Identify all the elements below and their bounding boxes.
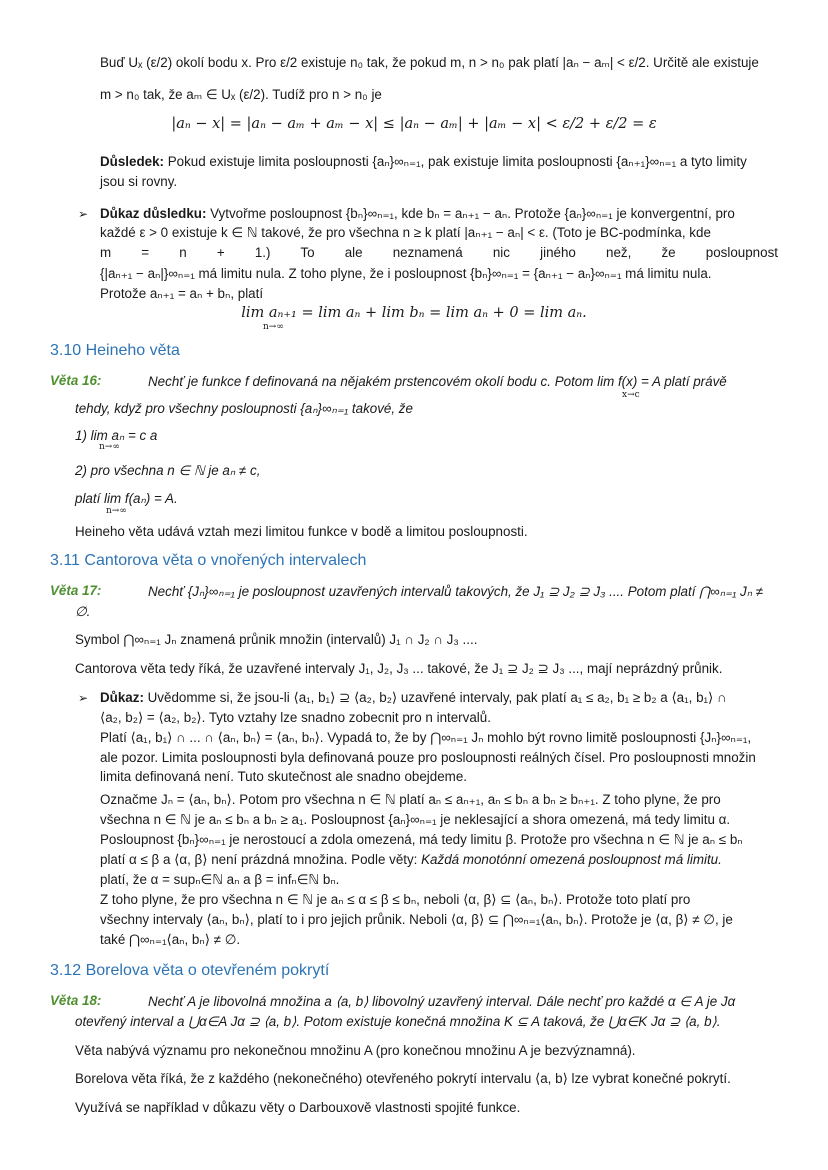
section-heading: 3.12 Borelova věta o otevřeném pokrytí <box>50 962 330 979</box>
theorem-label: Věta 18: <box>50 993 102 1008</box>
theorem-quote: Každá monotónní omezená posloupnost má limitu. <box>421 852 722 867</box>
paragraph-line: {|aₙ₊₁ − aₙ|}∞ₙ₌₁ má limitu nula. Z toho plyne, že i posloupnost {bₙ}∞ₙ₌₁ = {aₙ₊₁ − aₙ}∞ₙ₌₁ má limitu nula. <box>100 266 712 281</box>
theorem-label: Věta 16: <box>50 373 102 388</box>
paragraph-line: jsou si rovny. <box>100 174 178 189</box>
equation: |aₙ − x| = |aₙ − aₘ + aₘ − x| ≤ |aₙ − aₘ| + |aₘ − x| < ε/2 + ε/2 = ε <box>171 116 657 132</box>
limit-subscript: n→∞ <box>106 506 127 516</box>
paragraph-line: ale pozor. Limita posloupnosti byla definovaná pouze pro posloupnosti reálných čísel. Pro posloupnosti množin <box>100 750 756 765</box>
theorem-line: platí lim f(aₙ) = A. <box>75 491 178 506</box>
paragraph-line <box>100 851 722 869</box>
paragraph-line: m = n + 1.) To ale neznamená nic jiného než, že posloupnost <box>100 245 778 260</box>
paragraph-line: Označme Jₙ = ⟨aₙ, bₙ⟩. Potom pro všechna n ∈ ℕ platí aₙ ≤ aₙ₊₁, aₙ ≤ bₙ a bₙ ≥ bₙ₊₁. Z toho plyne, že pro <box>100 792 721 807</box>
paragraph-line: Platí ⟨a₁, b₁⟩ ∩ ... ∩ ⟨aₙ, bₙ⟩ = ⟨aₙ, bₙ⟩. Vypadá to, že by ⋂∞ₙ₌₁ Jₙ mohlo být rovno limitě posloupnosti {Jₙ}∞ₙ₌₁, <box>100 730 752 745</box>
paragraph-line: Posloupnost {bₙ}∞ₙ₌₁ je nerostoucí a zdola omezená, má tedy limitu β. Protože pro všechna n ∈ ℕ je aₙ ≤ bₙ <box>100 832 743 847</box>
dusledek-label: Důsledek: <box>100 154 164 169</box>
paragraph-line: všechny intervaly ⟨aₙ, bₙ⟩, platí to i pro jejich průnik. Neboli ⟨α, β⟩ ⊆ ⋂∞ₙ₌₁⟨aₙ, bₙ⟩. Protože je ⟨α, β⟩ ≠ ∅, je <box>100 912 733 927</box>
theorem-line: Nechť A je libovolná množina a ⟨a, b⟩ libovolný uzavřený interval. Dále nechť pro každé α ∈ A je Jα <box>148 994 736 1009</box>
arrowhead-bullet-icon: ➢ <box>78 207 89 221</box>
paragraph-line: Věta nabývá významu pro nekonečnou množinu A (pro konečnou množinu A je bezvýznamná). <box>75 1043 636 1058</box>
dukaz-dusledku-text: Vytvořme posloupnost {bₙ}∞ₙ₌₁, kde bₙ = aₙ₊₁ − aₙ. Protože {aₙ}∞ₙ₌₁ je konvergentní, pro <box>206 206 735 221</box>
limit-subscript: n→∞ <box>263 322 284 332</box>
paragraph-line: Z toho plyne, že pro všechna n ∈ ℕ je aₙ ≤ α ≤ β ≤ bₙ, neboli ⟨α, β⟩ ⊆ ⟨aₙ, bₙ⟩. Protože toto platí pro <box>100 892 691 907</box>
theorem-line: Nechť je funkce f definovaná na nějakém prstencovém okolí bodu c. Potom lim f(x) = A platí právě <box>148 374 727 389</box>
paragraph-line: Heineho věta udává vztah mezi limitou funkce v bodě a limitou posloupnosti. <box>75 524 528 539</box>
paragraph-line: m > n₀ tak, že aₘ ∈ Uₓ (ε/2). Tudíž pro n > n₀ je <box>100 87 382 102</box>
paragraph-line: Využívá se například v důkazu věty o Darbouxově vlastnosti spojité funkce. <box>75 1100 521 1115</box>
paragraph-line: Cantorova věta tedy říká, že uzavřené intervaly J₁, J₂, J₃ ... takové, že J₁ ⊇ J₂ ⊇ J₃ ..., mají neprázdný průnik. <box>75 661 723 676</box>
theorem-line: otevřený interval a ⋃α∈A Jα ⊇ ⟨a, b⟩. Potom existuje konečná množina K ⊆ A taková, že ⋃α∈K Jα ⊇ ⟨a, b⟩. <box>75 1014 721 1029</box>
paragraph-line: Borelova věta říká, že z každého (nekonečného) otevřeného pokrytí intervalu ⟨a, b⟩ lze vybrat konečné pokrytí. <box>75 1071 731 1086</box>
list-item: 1) lim aₙ = c a <box>75 428 158 443</box>
paragraph-line: každé ε > 0 existuje k ∈ ℕ takové, že pro všechna n ≥ k platí |aₙ₊₁ − aₙ| < ε. (Toto je BC-podmínka, kde <box>100 225 711 240</box>
paragraph-line: Symbol ⋂∞ₙ₌₁ Jₙ znamená průnik množin (intervalů) J₁ ∩ J₂ ∩ J₃ .... <box>75 632 478 647</box>
proof-label: Důkaz: <box>100 690 144 705</box>
limit-subscript: x→c <box>622 390 640 400</box>
paragraph-line: všechna n ∈ ℕ je aₙ ≤ bₙ a bₙ ≥ a₁. Posloupnost {aₙ}∞ₙ₌₁ je neklesající a shora omezená, má tedy limitu α. <box>100 812 731 827</box>
equation: lim aₙ₊₁ = lim aₙ + lim bₙ = lim aₙ + 0 = lim aₙ. <box>241 305 587 321</box>
section-heading: 3.10 Heineho věta <box>50 342 180 359</box>
paragraph-line: limita definovaná není. Tuto skutečnost ale snadno obejdeme. <box>100 769 467 784</box>
paragraph-line: platí, že α = supₙ∈ℕ aₙ a β = infₙ∈ℕ bₙ. <box>100 872 340 887</box>
paragraph-line: Buď Uₓ (ε/2) okolí bodu x. Pro ε/2 existuje n₀ tak, že pokud m, n > n₀ pak platí |aₙ − aₘ| < ε/2. Určitě ale existuje <box>100 55 759 70</box>
dukaz-dusledku-line-1 <box>100 205 735 223</box>
proof-text: platí α ≤ β a ⟨α, β⟩ není prázdná množina. Podle věty: <box>100 852 422 867</box>
arrowhead-bullet-icon: ➢ <box>78 691 89 705</box>
proof-text: Uvědomme si, že jsou-li ⟨a₁, b₁⟩ ⊇ ⟨a₂, b₂⟩ uzavřené intervaly, pak platí a₁ ≤ a₂, b₁ ≥ b₂ a ⟨a₁, b₁⟩ ∩ <box>143 690 727 705</box>
theorem-line: ∅. <box>75 604 91 619</box>
section-heading: 3.11 Cantorova věta o vnořených intervalech <box>50 552 367 569</box>
dusledek-line-1 <box>100 153 747 171</box>
dusledek-text: Pokud existuje limita posloupnosti {aₙ}∞ₙ₌₁, pak existuje limita posloupnosti {aₙ₊₁}∞ₙ₌₁ a tyto limity <box>164 154 747 169</box>
proof-line-1 <box>100 689 727 707</box>
theorem-line: tehdy, když pro všechny posloupnosti {aₙ}∞ₙ₌₁ takové, že <box>75 401 413 416</box>
limit-subscript: n→∞ <box>99 442 120 452</box>
paragraph-line: Protože aₙ₊₁ = aₙ + bₙ, platí <box>100 286 264 301</box>
theorem-line: Nechť {Jₙ}∞ₙ₌₁ je posloupnost uzavřených intervalů takových, že J₁ ⊇ J₂ ⊇ J₃ .... Potom platí ⋂∞ₙ₌₁ Jₙ ≠ <box>148 584 764 599</box>
theorem-label: Věta 17: <box>50 583 102 598</box>
dukaz-dusledku-label: Důkaz důsledku: <box>100 206 207 221</box>
list-item: 2) pro všechna n ∈ ℕ je aₙ ≠ c, <box>75 463 261 478</box>
paragraph-line: ⟨a₂, b₂⟩ = ⟨a₂, b₂⟩. Tyto vztahy lze snadno zobecnit pro n intervalů. <box>100 710 491 725</box>
paragraph-line: také ⋂∞ₙ₌₁⟨aₙ, bₙ⟩ ≠ ∅. <box>100 932 241 947</box>
